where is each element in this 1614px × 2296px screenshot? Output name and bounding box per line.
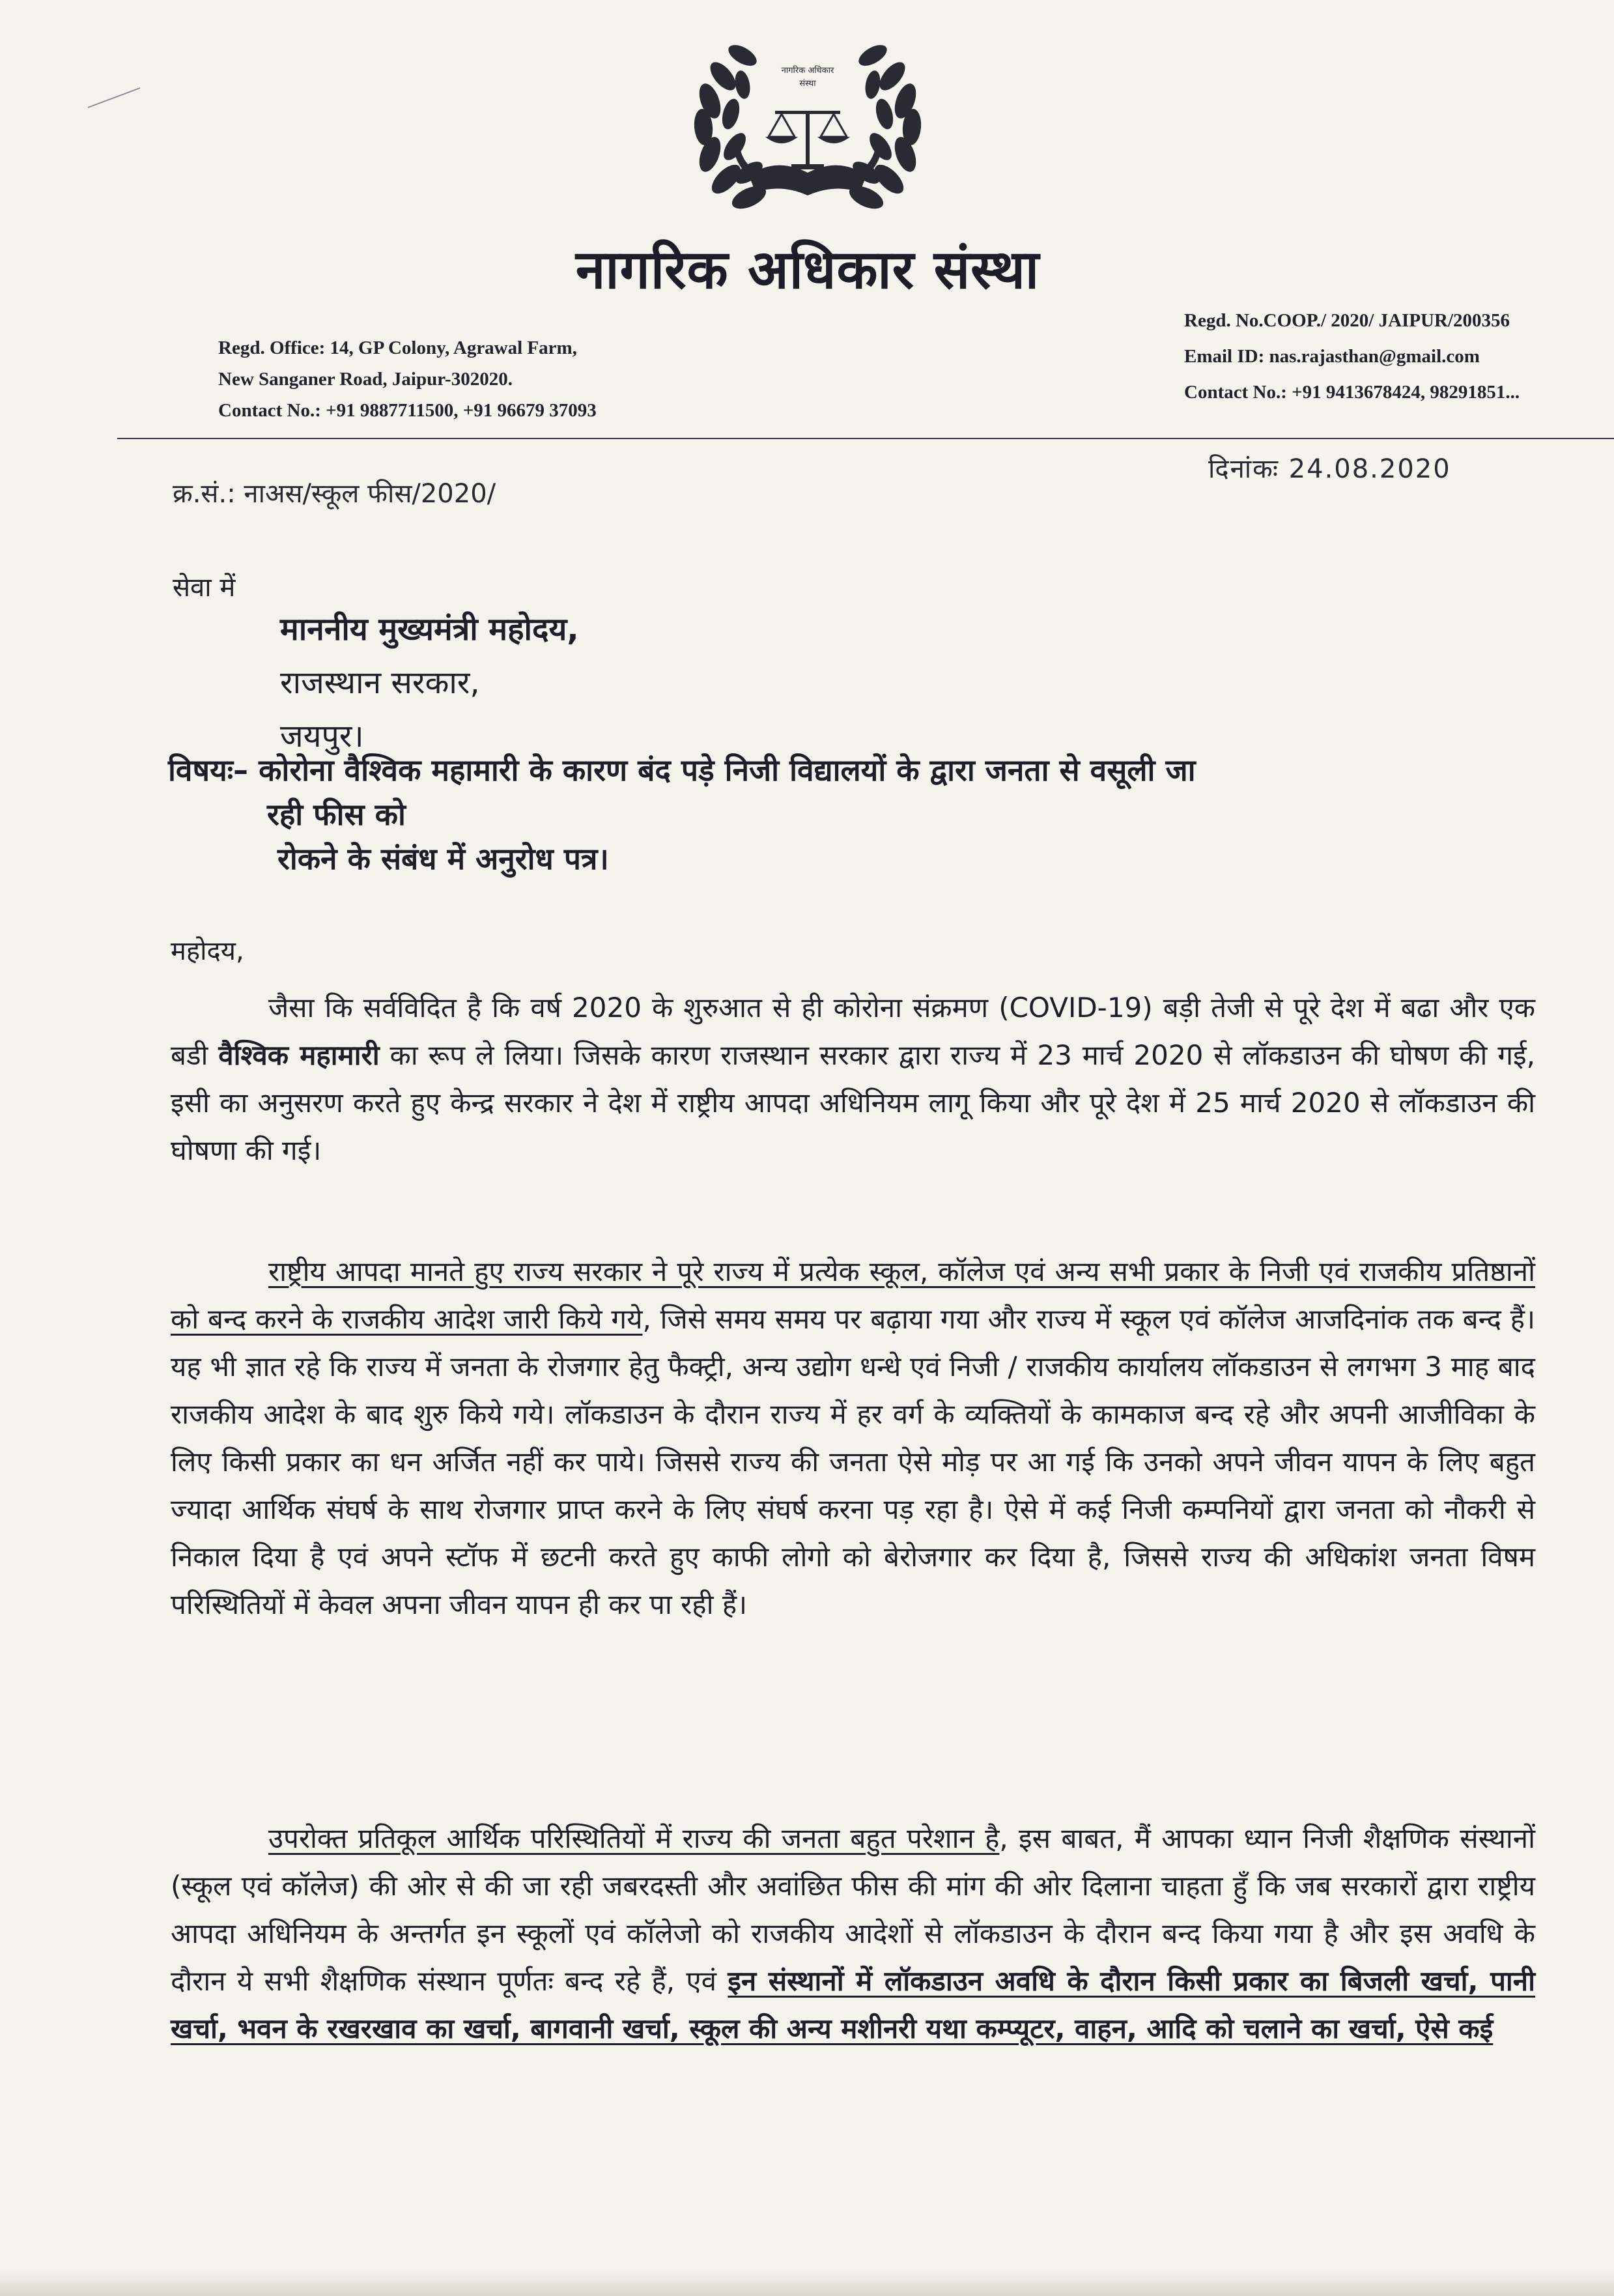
subject-line1: कोरोना वैश्विक महामारी के कारण बंद पड़े निजी विद्यालयों के द्वारा जनता से वसूली जा <box>259 753 1196 788</box>
paragraph-2-text: , जिसे समय समय पर बढ़ाया गया और राज्य में स्कूल एवं कॉलेज आजदिनांक तक बन्द हैं। यह भी ज्ञात रहे कि राज्य में जनता के रोजगार हेतु फैक्ट्री, अन्य उद्योग धन्धे एवं निजी / राजकीय कार्यालय लॉकडाउन से लगभग 3 माह बाद राजकीय आदेश के बाद शुरु किये गये। लॉकडाउन के दौरान राज्य में हर वर्ग के व्यक्तियों के कामकाज बन्द रहे और अपनी आजीविका के लिए किसी प्रकार का धन अर्जित नहीं कर पाये। जिससे राज्य की जनता ऐसे मोड़ पर आ गई कि उनको अपने जीवन यापन के लिए बहुत ज्यादा आर्थिक संघर्ष के साथ रोजगार प्राप्त करने के लिए संघर्ष करना पड़ रहा है। ऐसे में कई निजी कम्पनियों द्वारा जनता को नौकरी से निकाल दिया है एवं अपने स्टॉफ में छटनी करते हुए काफी लोगो को बेरोजगार कर दिया है, जिससे राज्य की अधिकांश जनता विषम परिस्थितियों में केवल अपना जीवन यापन ही कर पा रही हैं। <box>171 1303 1535 1620</box>
salutation: महोदय, <box>171 936 244 966</box>
contact-number: Contact No.: +91 9413678424, 98291851... <box>1184 382 1520 403</box>
paragraph-3-bold-underlined: इन संस्थानों में लॉकडाउन अवधि के दौरान किसी प्रकार का बिजली खर्चा, पानी खर्चा, भवन के रखरखाव का खर्चा, बागवानी खर्चा, स्कूल की अन्य मशीनरी यथा कम्प्यूटर, वाहन, आदि को चलाने का खर्चा, ऐसे कई <box>171 1965 1535 2045</box>
office-address-line2: New Sanganer Road, Jaipur-302020. <box>218 369 513 390</box>
paragraph-3-underlined: उपरोक्त प्रतिकूल आर्थिक परिस्थितियों में राज्य की जनता बहुत परेशान है <box>268 1822 1000 1854</box>
svg-text:संस्था: संस्था <box>799 79 816 89</box>
subject <box>168 748 1523 881</box>
office-contact: Contact No.: +91 9887711500, +91 96679 37093 <box>218 400 597 421</box>
registration-details <box>1184 303 1611 410</box>
addressee <box>280 603 579 763</box>
paragraph-3-text: , इस बाबत, मैं आपका ध्यान निजी शैक्षणिक संस्थानों (स्कूल एवं कॉलेज) की ओर से की जा रही जबरदस्ती और अवांछित फीस की मांग की ओर दिलाना चाहता हुँ कि जब सरकारों द्वारा राष्ट्रीय आपदा अधिनियम के अन्तर्गत इन स्कूलों एवं कॉलेजो को राजकीय आदेशों से लॉकडाउन के दौरान बन्द किया गया है और इस अवधि के दौरान ये सभी शैक्षणिक संस्थान पूर्णतः बन्द रहे हैं, एवं <box>171 1822 1535 1997</box>
subject-line3: रोकने के संबंध में अनुरोध पत्र। <box>277 841 609 876</box>
organization-name: नागरिक अधिकार संस्था <box>575 238 1040 301</box>
paragraph-2-underlined: राष्ट्रीय आपदा मानते हुए राज्य सरकार ने पूरे राज्य में प्रत्येक स्कूल, कॉलेज एवं अन्य सभी प्रकार के निजी एवं राजकीय प्रतिष्ठानों को बन्द करने के राजकीय आदेश जारी किये गये <box>171 1256 1535 1335</box>
registration-number: Regd. No.COOP./ 2020/ JAIPUR/200356 <box>1184 310 1510 331</box>
to-label: सेवा में <box>173 573 236 603</box>
paragraph-3 <box>171 1815 1535 2052</box>
paragraph-1 <box>171 984 1535 1174</box>
office-address-line1: Regd. Office: 14, GP Colony, Agrawal Farm, <box>218 337 577 358</box>
subject-line2: रही फीस को <box>267 797 406 832</box>
addressee-title: माननीय मुख्यमंत्री महोदय, <box>280 611 579 648</box>
paragraph-2 <box>171 1248 1535 1628</box>
addressee-city: जयपुर। <box>280 718 364 754</box>
email-id: Email ID: nas.rajasthan@gmail.com <box>1184 346 1480 367</box>
subject-label: विषयः– <box>168 753 249 788</box>
svg-text:नागरिक अधिकार: नागरिक अधिकार <box>781 66 834 76</box>
registered-office <box>218 332 597 426</box>
pen-mark <box>85 85 143 111</box>
addressee-government: राजस्थान सरकार, <box>280 665 480 701</box>
paragraph-1-text-a: जैसा कि सर्वविदित है कि वर्ष 2020 के शुरुआत से ही कोरोना संक्रमण (COVID-19) बड़ी तेजी से पूरे देश में बढा और एक बडी <box>171 992 1535 1071</box>
paragraph-1-bold: वैश्विक महामारी <box>218 1039 380 1071</box>
letterhead-divider <box>117 438 1614 439</box>
page-edge <box>0 2270 1614 2296</box>
letter-date: दिनांकः 24.08.2020 <box>1208 454 1451 484</box>
reference-number: क्र.सं.: नाअस/स्कूल फीस/2020/ <box>173 479 496 509</box>
paragraph-1-text-b: का रूप ले लिया। जिसके कारण राजस्थान सरकार द्वारा राज्य में 23 मार्च 2020 से लॉकडाउन की घोषण की गई, इसी का अनुसरण करते हुए केन्द्र सरकार ने देश में राष्ट्रीय आपदा अधिनियम लागू किया और पूरे देश में 25 मार्च 2020 से लॉकडाउन की घोषणा की गई। <box>171 1039 1535 1166</box>
organization-logo <box>677 13 938 235</box>
